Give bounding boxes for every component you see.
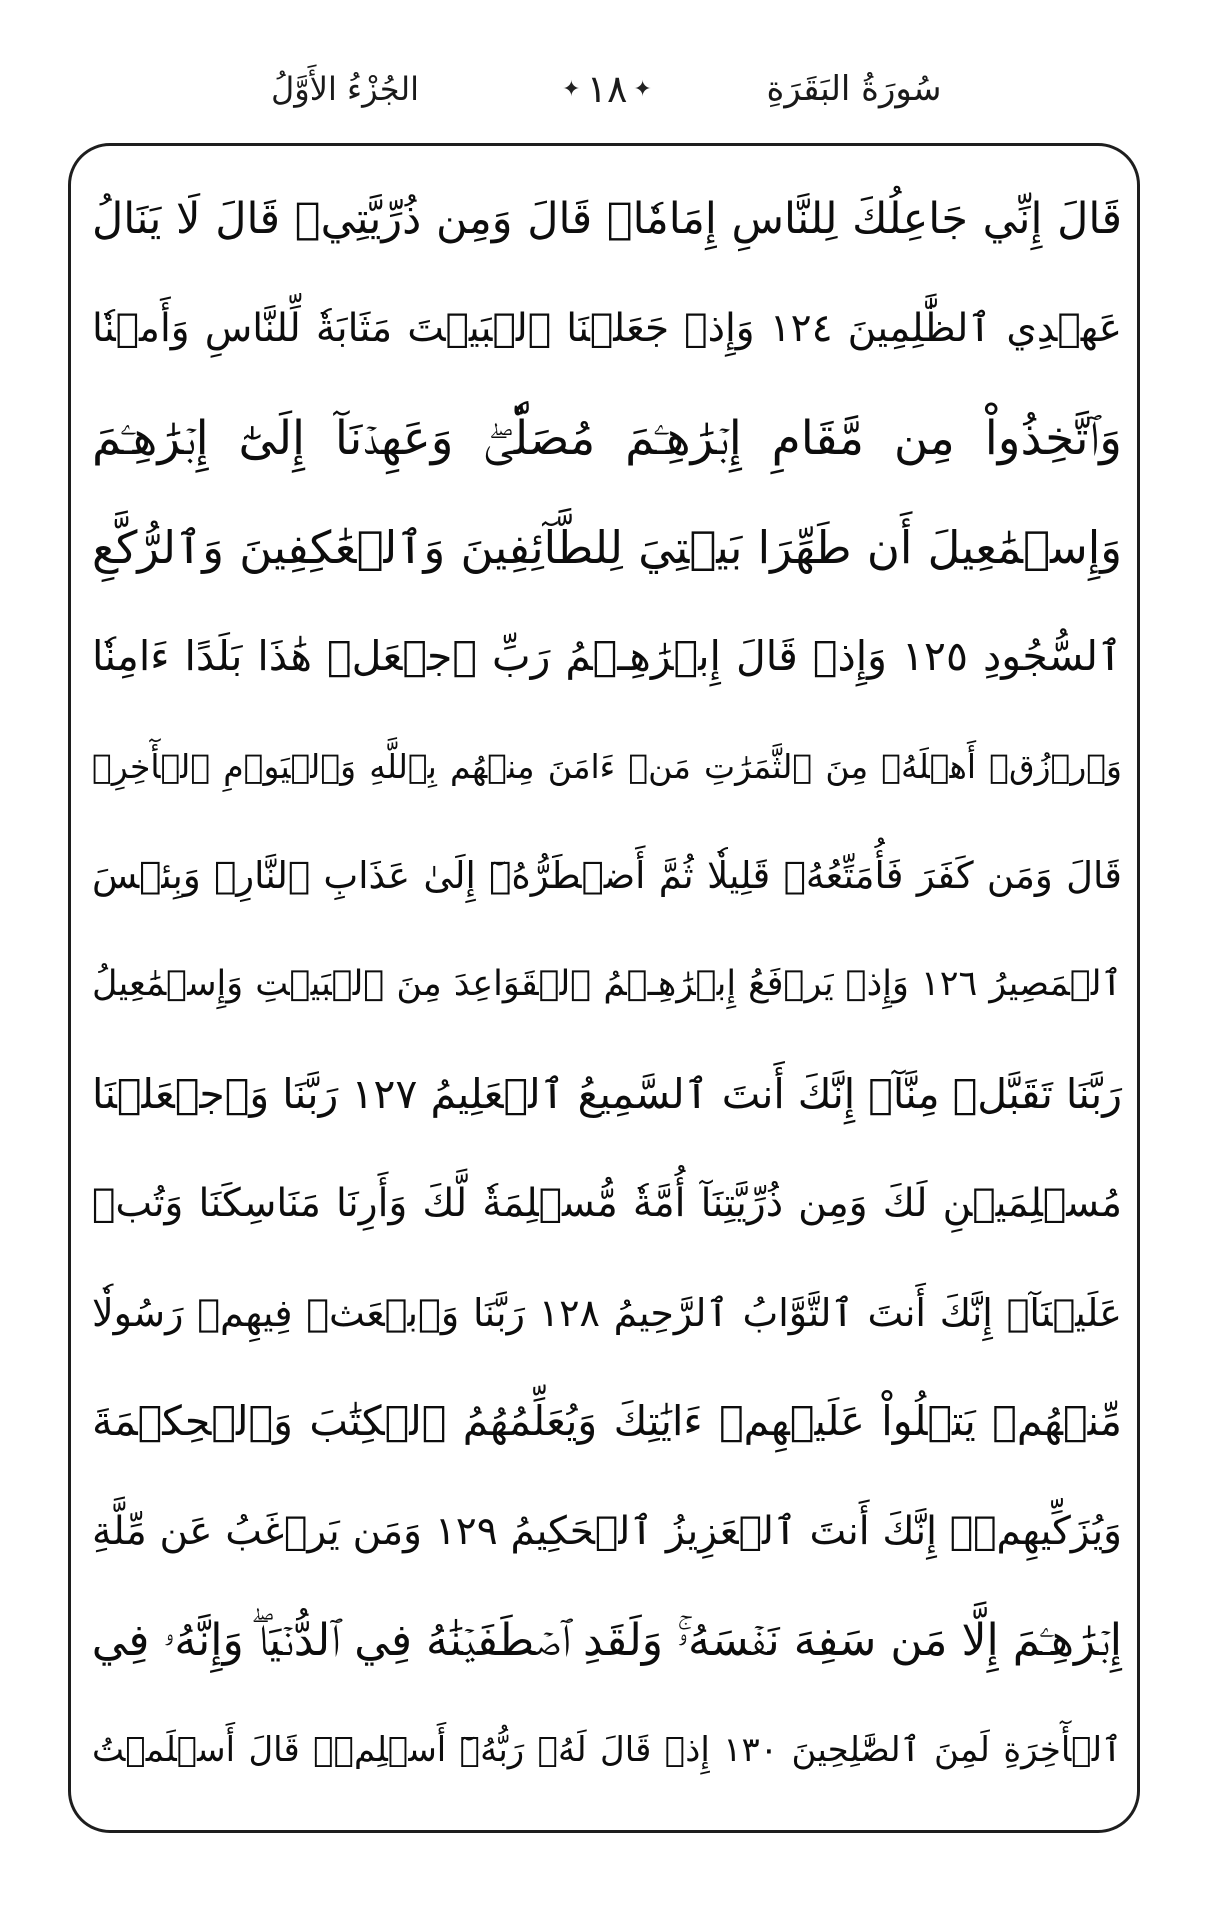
verse-line-4 — [92, 493, 1122, 602]
verse-line-6 — [92, 711, 1122, 820]
verse-line-5 — [92, 602, 1122, 711]
verse-line-text: وَإِسۡمَٰعِيلَ أَن طَهِّرَا بَيۡتِيَ لِلطَّآئِفِينَ وَٱلۡعَٰكِفِينَ وَٱلرُّكَّعِ — [92, 521, 1122, 575]
surah-name: سُورَةُ البَقَرَةِ — [766, 69, 942, 109]
verse-line-10 — [92, 1149, 1122, 1258]
verse-line-text: ٱلسُّجُودِ ١٢٥ وَإِذۡ قَالَ إِبۡرَٰهِـۧمُ رَبِّ ٱجۡعَلۡ هَٰذَا بَلَدًا ءَامِنٗا — [92, 632, 1122, 681]
verse-line-14 — [92, 1586, 1122, 1695]
juz-name: الجُزْءُ الأَوَّلُ — [271, 70, 420, 108]
page-number: ١٨ — [586, 67, 628, 111]
verse-line-text: قَالَ إِنِّي جَاعِلُكَ لِلنَّاسِ إِمَامٗاۖ قَالَ وَمِن ذُرِّيَّتِيۖ قَالَ لَا يَنَالُ — [92, 194, 1122, 245]
verse-line-text: إِبۡرَٰهِـۧمَ إِلَّا مَن سَفِهَ نَفۡسَهُۥۚ وَلَقَدِ ٱصۡطَفَيۡنَٰهُ فِي ٱلدُّنۡيَاۖ وَإِنَّهُۥ فِي — [91, 1614, 1122, 1666]
verse-line-text: عَهۡدِي ٱلظَّٰلِمِينَ ١٢٤ وَإِذۡ جَعَلۡنَا ٱلۡبَيۡتَ مَثَابَةٗ لِّلنَّاسِ وَأَمۡنٗا — [92, 306, 1122, 352]
verse-line-7 — [92, 821, 1122, 930]
verse-line-text: ٱلۡأٓخِرَةِ لَمِنَ ٱلصَّٰلِحِينَ ١٣٠ إِذۡ قَالَ لَهُۥ رَبُّهُۥٓ أَسۡلِمۡۖ قَالَ أَسۡلَمۡتُ — [92, 1729, 1122, 1770]
verse-line-text: عَلَيۡنَآۖ إِنَّكَ أَنتَ ٱلتَّوَّابُ ٱلرَّحِيمُ ١٢٨ رَبَّنَا وَٱبۡعَثۡ فِيهِمۡ رَسُولٗا — [92, 1290, 1122, 1335]
ornament-left-icon: ✦ — [562, 76, 581, 102]
verse-line-text: رَبَّنَا تَقَبَّلۡ مِنَّآۖ إِنَّكَ أَنتَ ٱلسَّمِيعُ ٱلۡعَلِيمُ ١٢٧ رَبَّنَا وَٱجۡعَلۡنَا — [92, 1069, 1122, 1118]
verse-line-text: وَٱرۡزُقۡ أَهۡلَهُۥ مِنَ ٱلثَّمَرَٰتِ مَنۡ ءَامَنَ مِنۡهُم بِٱللَّهِ وَٱلۡيَوۡمِ ٱلۡأٓخِرِۖ — [92, 746, 1122, 786]
verse-line-3 — [92, 384, 1122, 493]
verse-line-15 — [92, 1695, 1122, 1804]
verse-line-12 — [92, 1367, 1122, 1476]
verse-line-2 — [92, 274, 1122, 383]
verse-line-text: مُسۡلِمَيۡنِ لَكَ وَمِن ذُرِّيَّتِنَآ أُمَّةٗ مُّسۡلِمَةٗ لَّكَ وَأَرِنَا مَنَاسِكَنَا وَتُبۡ — [92, 1180, 1122, 1226]
verse-line-text: مِّنۡهُمۡ يَتۡلُواْ عَلَيۡهِمۡ ءَايَٰتِكَ وَيُعَلِّمُهُمُ ٱلۡكِتَٰبَ وَٱلۡحِكۡمَةَ — [92, 1397, 1122, 1446]
verse-line-13 — [92, 1477, 1122, 1586]
page-header — [0, 44, 1214, 134]
verse-line-9 — [92, 1039, 1122, 1148]
verse-line-text: وَيُزَكِّيهِمۡۚ إِنَّكَ أَنتَ ٱلۡعَزِيزُ ٱلۡحَكِيمُ ١٢٩ وَمَن يَرۡغَبُ عَن مِّلَّةِ — [92, 1508, 1123, 1554]
verse-line-1 — [92, 165, 1122, 274]
verse-text-block — [92, 165, 1122, 1805]
verse-line-text: وَٱتَّخِذُواْ مِن مَّقَامِ إِبۡرَٰهِـۧمَ مُصَلّٗىۖ وَعَهِدۡنَآ إِلَىٰٓ إِبۡرَٰهِـۧمَ — [92, 410, 1122, 466]
page-number-ornament — [547, 44, 667, 134]
verse-line-8 — [92, 930, 1122, 1039]
verse-line-text: قَالَ وَمَن كَفَرَ فَأُمَتِّعُهُۥ قَلِيلٗا ثُمَّ أَضۡطَرُّهُۥٓ إِلَىٰ عَذَابِ ٱلنَّارِۖ وَبِئۡسَ — [92, 853, 1122, 897]
verse-line-text: ٱلۡمَصِيرُ ١٢٦ وَإِذۡ يَرۡفَعُ إِبۡرَٰهِـۧمُ ٱلۡقَوَاعِدَ مِنَ ٱلۡبَيۡتِ وَإِسۡمَٰعِيلُ — [92, 964, 1122, 1005]
ornament-right-icon: ✦ — [633, 76, 652, 102]
verse-line-11 — [92, 1258, 1122, 1367]
